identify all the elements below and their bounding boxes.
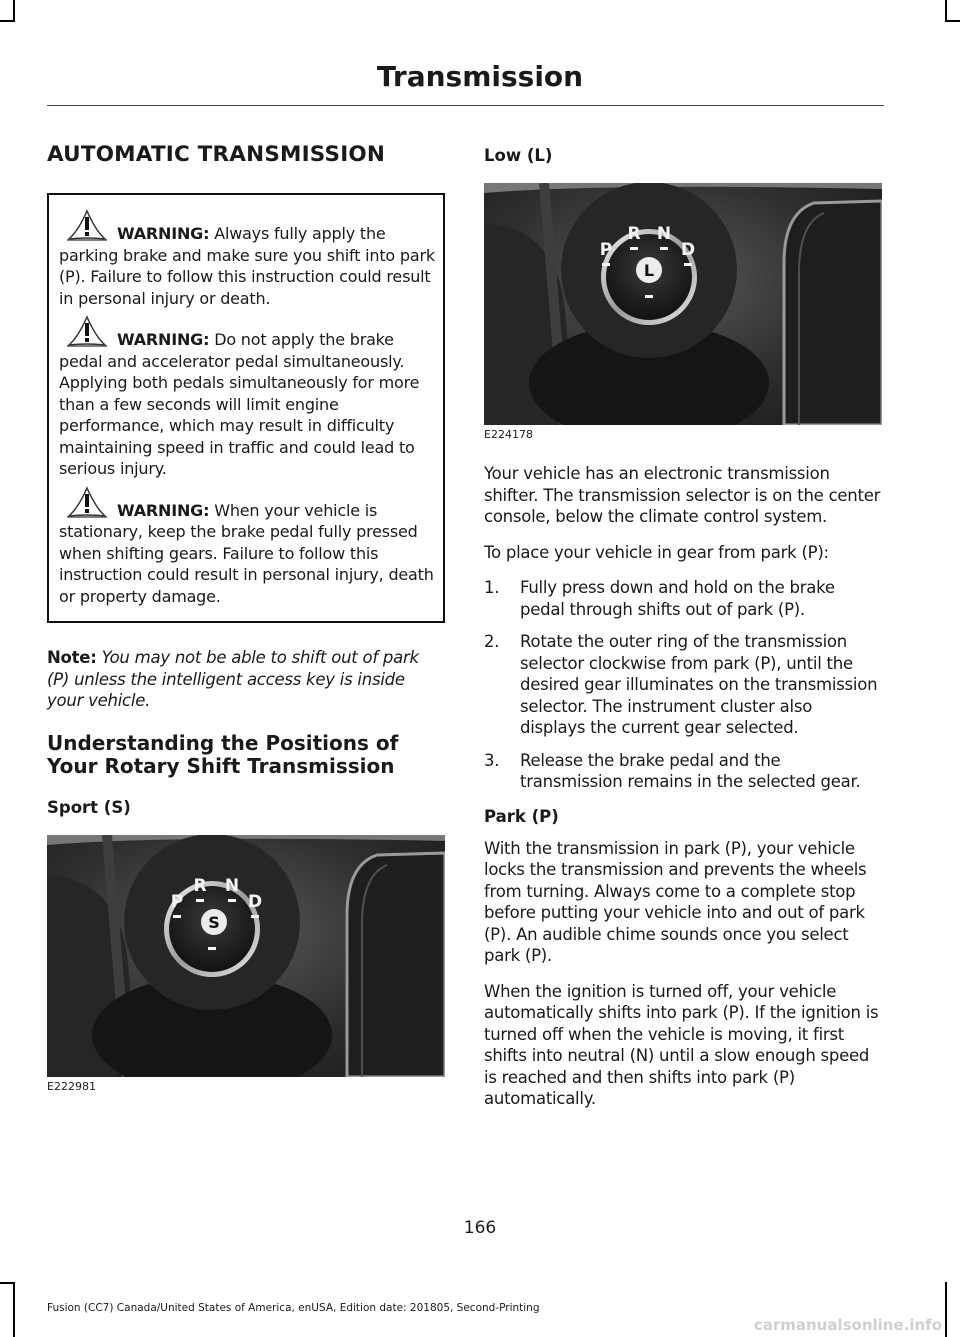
dial-label-r: R bbox=[627, 224, 641, 244]
page-header-title: Transmission bbox=[376, 60, 584, 93]
warning-label: WARNING: bbox=[117, 224, 210, 243]
footer-edition: Fusion (CC7) Canada/United States of America, enUSA, Edition date: 201805, Second-Printing bbox=[47, 1302, 540, 1314]
step-text: Fully press down and hold on the brake pedal through shifts out of park (P). bbox=[520, 578, 835, 619]
warning-triangle-icon bbox=[65, 313, 109, 347]
list-item bbox=[484, 577, 882, 620]
rotary-shifter-illustration bbox=[484, 183, 882, 425]
step-number: 1. bbox=[484, 578, 500, 597]
sport-heading: Sport (S) bbox=[47, 797, 131, 817]
dial-label-r: R bbox=[193, 875, 207, 896]
figure-id: E222981 bbox=[47, 1079, 96, 1093]
section-title: AUTOMATIC TRANSMISSION bbox=[47, 142, 386, 167]
park-heading: Park (P) bbox=[484, 806, 559, 826]
warning-triangle-icon bbox=[65, 207, 109, 241]
watermark: carmanualsonline.info bbox=[753, 1316, 942, 1334]
crop-mark bbox=[945, 0, 947, 20]
dial-label-center: S bbox=[208, 912, 220, 932]
warning-text: When your vehicle is stationary, keep the brake pedal fully pressed when shifting gears. Failure to follow this instruction could result in personal injury, death or property damage. bbox=[59, 500, 434, 606]
warning-triangle-icon bbox=[65, 484, 109, 518]
list-item bbox=[484, 750, 882, 793]
step-text: Release the brake pedal and the transmission remains in the selected gear. bbox=[520, 750, 861, 791]
steps-list bbox=[484, 577, 882, 793]
intro-paragraph: Your vehicle has an electronic transmission shifter. The transmission selector is on the center console, below the climate control system. bbox=[484, 464, 881, 526]
figure-id: E224178 bbox=[484, 428, 533, 441]
dial-label-d: D bbox=[680, 240, 696, 260]
crop-mark bbox=[0, 1282, 15, 1284]
warning-label: WARNING: bbox=[117, 500, 210, 520]
park-paragraph-1: With the transmission in park (P), your vehicle locks the transmission and prevents the wheels from turning. Always come to a complete stop before putting your vehicle into and out of park (P). An audible chime sounds once you select park (P). bbox=[484, 838, 867, 965]
low-heading: Low (L) bbox=[484, 146, 553, 165]
warning-text: Do not apply the brake pedal and accelerator pedal simultaneously. Applying both pedals simultaneously for more than a few seconds will limit engine performance, which may result in difficulty maintaining speed in traffic and could lead to serious injury. bbox=[59, 330, 420, 478]
warning-label: WARNING: bbox=[117, 330, 210, 349]
right-column bbox=[484, 142, 882, 1124]
crop-mark bbox=[945, 1282, 947, 1337]
warning-box bbox=[47, 193, 445, 623]
dial-label-p: P bbox=[170, 891, 184, 912]
rotary-shifter-photo bbox=[484, 183, 882, 425]
crop-mark bbox=[13, 0, 15, 20]
warning-1 bbox=[59, 223, 435, 309]
dial-label-center: L bbox=[643, 261, 655, 280]
step-text: Rotate the outer ring of the transmission selector clockwise from park (P), until the desired gear illuminates on the transmission selector. The instrument cluster also displays the current gear selected. bbox=[520, 632, 878, 737]
crop-mark bbox=[945, 20, 960, 22]
sport-figure bbox=[47, 835, 445, 1093]
low-figure bbox=[484, 183, 882, 441]
dial-label-d: D bbox=[247, 891, 263, 912]
note bbox=[47, 647, 445, 712]
left-column bbox=[47, 142, 445, 1109]
warning-3 bbox=[59, 500, 435, 608]
list-item bbox=[484, 631, 882, 739]
step-number: 2. bbox=[484, 632, 500, 651]
dial-label-p: P bbox=[599, 240, 613, 260]
rotary-shifter-photo bbox=[47, 835, 445, 1077]
warning-text: Always fully apply the parking brake and make sure you shift into park (P). Failure to follow this instruction could result in personal injury or death. bbox=[59, 224, 435, 308]
dial-label-n: N bbox=[224, 875, 240, 896]
step-number: 3. bbox=[484, 750, 500, 770]
note-label: Note: bbox=[47, 648, 97, 667]
crop-mark bbox=[0, 20, 15, 22]
park-paragraph-2: When the ignition is turned off, your vehicle automatically shifts into park (P). If the ignition is turned off when the vehicle is moving, it first shifts into neutral (N) until a slow enough speed is reached and then shifts into park (P) automatically. bbox=[484, 981, 879, 1108]
rotary-shifter-illustration bbox=[47, 835, 445, 1077]
warning-2 bbox=[59, 329, 435, 480]
page-number: 166 bbox=[463, 1218, 497, 1238]
subsection-title: Understanding the Positions of Your Rotary Shift Transmission bbox=[47, 730, 399, 778]
crop-mark bbox=[13, 1282, 15, 1337]
dial-label-n: N bbox=[656, 224, 672, 244]
steps-intro: To place your vehicle in gear from park (P): bbox=[484, 542, 829, 562]
header-divider bbox=[47, 105, 884, 106]
note-text: You may not be able to shift out of park (P) unless the intelligent access key is inside your vehicle. bbox=[47, 648, 419, 710]
